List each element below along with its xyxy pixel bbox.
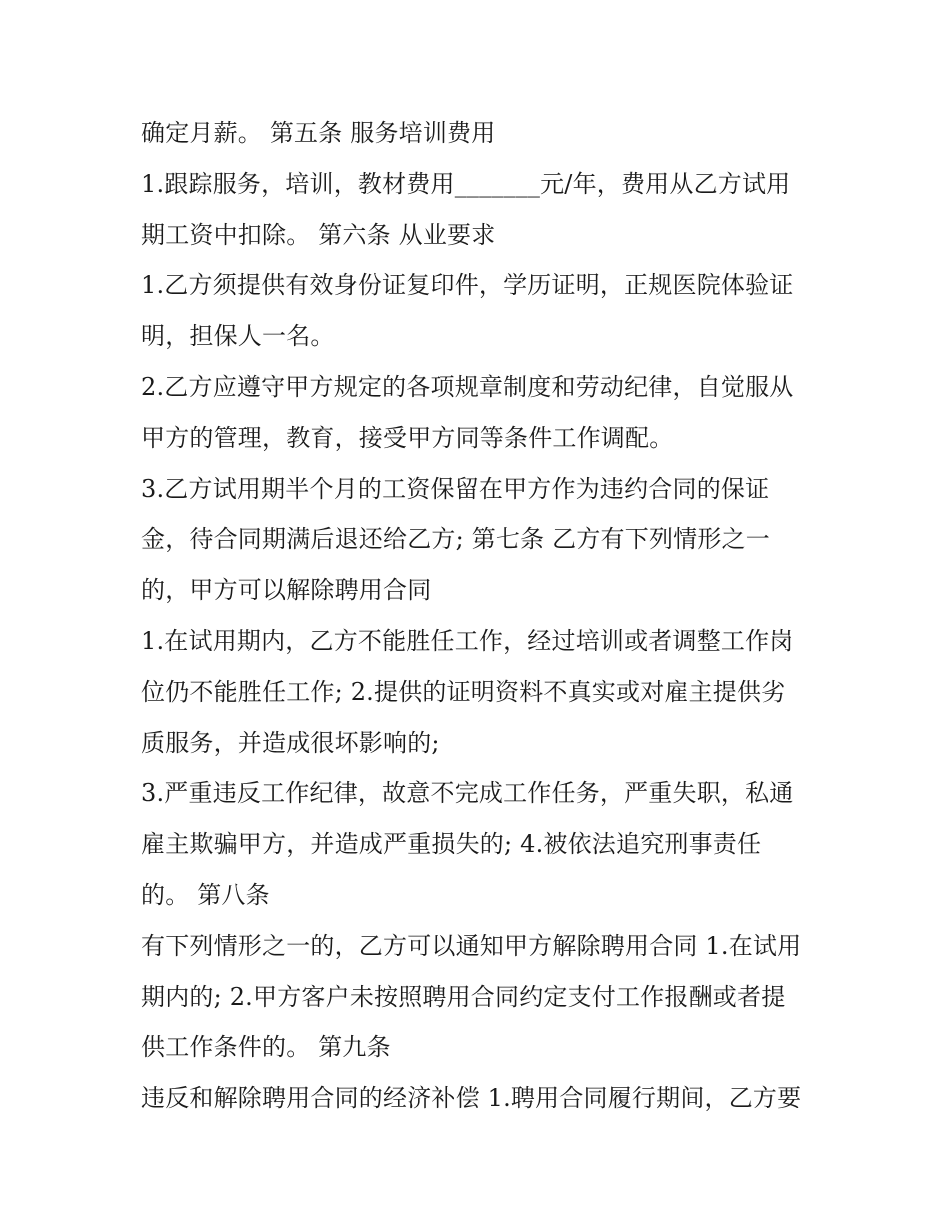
text-line: 1.在试用期内，乙方不能胜任工作，经过培训或者调整工作岗 <box>141 626 794 655</box>
text-line: 供工作条件的。 第九条 <box>141 1033 391 1062</box>
text-line: 有下列情形之一的，乙方可以通知甲方解除聘用合同 1.在试用 <box>141 931 802 960</box>
text-line: 的，甲方可以解除聘用合同 <box>141 576 432 605</box>
text-line: 1.乙方须提供有效身份证复印件，学历证明，正规医院体验证 <box>141 271 794 300</box>
text-line: 2.乙方应遵守甲方规定的各项规章制度和劳动纪律，自觉服从 <box>141 372 794 401</box>
text-line: 期工资中扣除。 第六条 从业要求 <box>141 220 496 249</box>
text-line: 1.跟踪服务，培训，教材费用_______元/年，费用从乙方试用 <box>141 169 791 198</box>
text-line: 雇主欺骗甲方，并造成严重损失的; 4.被依法追究刑事责任 <box>141 830 762 859</box>
text-line: 质服务，并造成很坏影响的; <box>141 728 440 757</box>
text-line: 金，待合同期满后退还给乙方; 第七条 乙方有下列情形之一 <box>141 525 770 554</box>
text-line: 3.严重违反工作纪律，故意不完成工作任务，严重失职，私通 <box>141 779 794 808</box>
text-line: 3.乙方试用期半个月的工资保留在甲方作为违约合同的保证 <box>141 474 770 503</box>
document-body <box>141 108 821 1124</box>
text-line: 明，担保人一名。 <box>141 322 335 351</box>
text-line: 期内的; 2.甲方客户未按照聘用合同约定支付工作报酬或者提 <box>141 982 786 1011</box>
text-line: 甲方的管理，教育，接受甲方同等条件工作调配。 <box>141 423 674 452</box>
text-line: 违反和解除聘用合同的经济补偿 1.聘用合同履行期间，乙方要 <box>141 1084 802 1113</box>
text-line: 位仍不能胜任工作; 2.提供的证明资料不真实或对雇主提供劣 <box>141 677 786 706</box>
text-line: 确定月薪。 第五条 服务培训费用 <box>141 119 496 147</box>
text-line: 的。 第八条 <box>141 880 270 909</box>
